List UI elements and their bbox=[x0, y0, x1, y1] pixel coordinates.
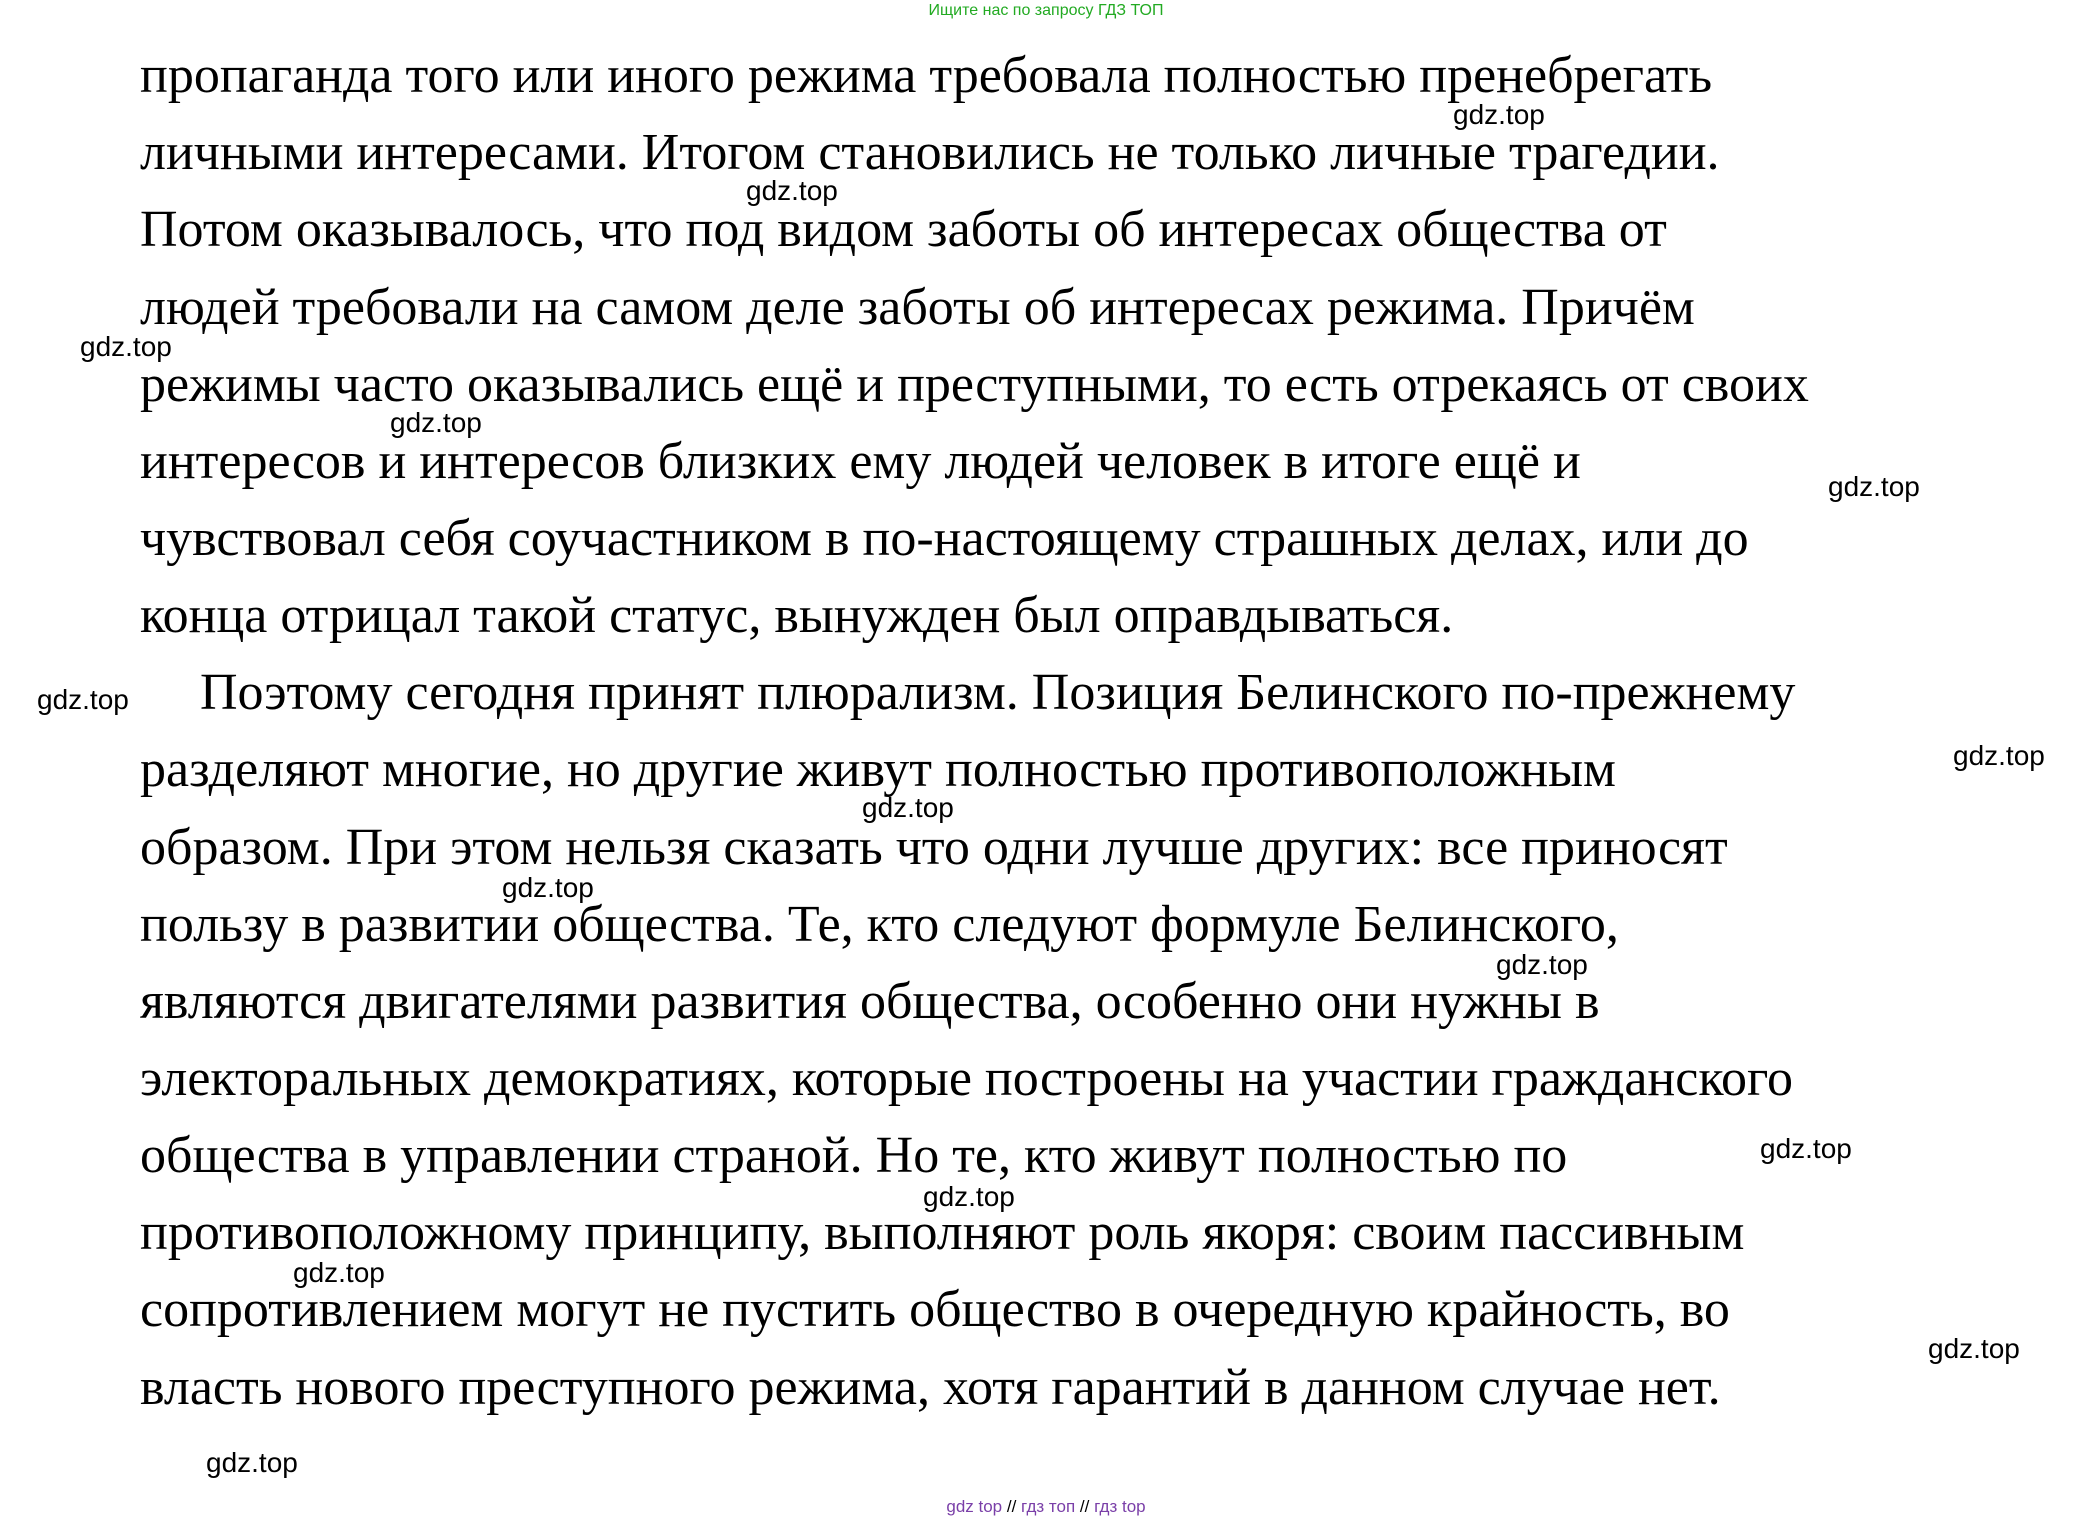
text-line: образом. При этом нельзя сказать что одни лучше других: все приносят bbox=[140, 819, 1728, 876]
text-line: власть нового преступного режима, хотя гарантий в данном случае нет. bbox=[140, 1359, 1721, 1416]
watermark: gdz.top bbox=[1828, 471, 1920, 502]
watermark: gdz.top bbox=[293, 1257, 385, 1288]
watermark: gdz.top bbox=[1953, 740, 2045, 771]
footer-separator: // bbox=[1006, 1497, 1017, 1516]
watermark: gdz.top bbox=[1928, 1333, 2020, 1364]
watermark: gdz.top bbox=[1453, 99, 1545, 130]
watermark: gdz.top bbox=[390, 407, 482, 438]
footer-link[interactable]: гдз top bbox=[1094, 1497, 1146, 1516]
footer-link[interactable]: gdz top bbox=[946, 1497, 1003, 1516]
watermark: gdz.top bbox=[502, 872, 594, 903]
text-line: сопротивлением могут не пустить общество в очередную крайность, во bbox=[140, 1281, 1730, 1338]
footer-links bbox=[0, 1497, 2092, 1517]
watermark: gdz.top bbox=[37, 684, 129, 715]
footer-link[interactable]: гдз топ bbox=[1021, 1497, 1076, 1516]
text-line: общества в управлении страной. Но те, кто живут полностью по bbox=[140, 1127, 1568, 1184]
text-line: людей требовали на самом деле заботы об интересах режима. Причём bbox=[140, 279, 1695, 336]
text-line: пропаганда того или иного режима требовала полностью пренебрегать bbox=[140, 47, 1713, 104]
text-line: являются двигателями развития общества, особенно они нужны в bbox=[140, 973, 1600, 1030]
text-line: режимы часто оказывались ещё и преступными, то есть отрекаясь от своих bbox=[140, 356, 1809, 413]
text-line: конца отрицал такой статус, вынужден был оправдываться. bbox=[140, 587, 1454, 644]
watermark: gdz.top bbox=[923, 1181, 1015, 1212]
watermark: gdz.top bbox=[746, 175, 838, 206]
text-line: противоположному принципу, выполняют роль якоря: своим пассивным bbox=[140, 1204, 1745, 1261]
text-line: Потом оказывалось, что под видом заботы об интересах общества от bbox=[140, 201, 1667, 258]
watermark: gdz.top bbox=[1760, 1133, 1852, 1164]
text-line: Поэтому сегодня принят плюрализм. Позиция Белинского по-прежнему bbox=[200, 664, 1796, 721]
watermark: gdz.top bbox=[862, 792, 954, 823]
text-line: личными интересами. Итогом становились не только личные трагедии. bbox=[140, 124, 1720, 181]
watermark: gdz.top bbox=[206, 1447, 298, 1478]
text-line: пользу в развитии общества. Те, кто следуют формуле Белинского, bbox=[140, 896, 1619, 953]
text-line: интересов и интересов близких ему людей человек в итоге ещё и bbox=[140, 433, 1581, 490]
watermark: gdz.top bbox=[1496, 949, 1588, 980]
text-line: чувствовал себя соучастником в по-настоящему страшных делах, или до bbox=[140, 510, 1749, 567]
top-banner: Ищите нас по запросу ГДЗ ТОП bbox=[928, 2, 1164, 19]
watermark: gdz.top bbox=[80, 331, 172, 362]
text-line: разделяют многие, но другие живут полностью противоположным bbox=[140, 741, 1616, 798]
footer-separator: // bbox=[1079, 1497, 1090, 1516]
text-line: электоральных демократиях, которые построены на участии гражданского bbox=[140, 1050, 1793, 1107]
